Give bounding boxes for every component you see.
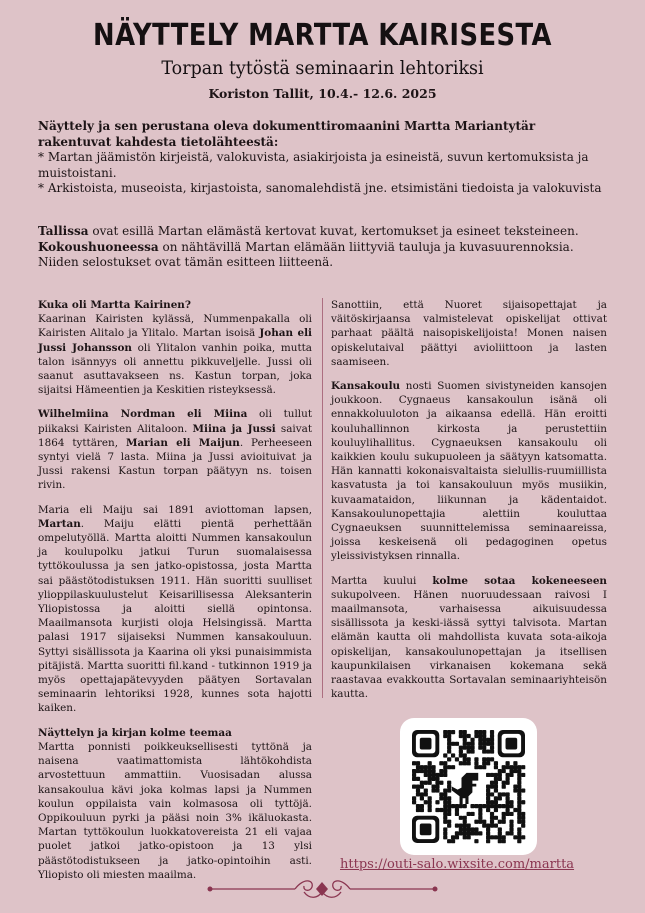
page-title: NÄYTTELY MARTTA KAIRISESTA [93, 18, 552, 53]
bold-run: Wilhelmiina Nordman eli Miina [38, 408, 248, 421]
text-run: nosti Suomen sivistyneiden kansojen joukkoon. Cygnaeus kansakoulun isänä oli ennakkoluuloton ja aikaansa edellä. Hän eroitti kouluhallinnon kirkosta ja perustettiin kouluylihallitus. Cygnaeuksen kansakoulu oli kaikkien koulu sukupuoleen ja säätyyn katsomatta. Hän kannatti kokonaisvaltaista sielullis-ruumiillista kasvatusta ja toi kansakouluun myös musiikin, kuvaamataidon, liikunnan ja kädentaidot. Kansakoulunopettajia alettiin kouluttaa Cygnaeuksen suunnittelemissa seminaareissa, joissa keskeisenä oli pedagoginen opetus yleissivistyksen rinnalla. [331, 380, 607, 563]
ornament-divider [200, 874, 445, 904]
text-run: oli tullut piikaksi Kairisten Alitaloon. [38, 408, 312, 435]
paragraph-kansakoulu [331, 379, 607, 564]
tallissa-label: Tallissa [38, 224, 89, 238]
text-run: Martta kuului [331, 574, 433, 587]
paragraph-themes: Martta ponnisti poikkeuksellisesti tyttönä ja naisena vaatimattomista lähtökohdista arvostettuun ammattiin. Vuosisadan alussa kansakoulua kävi joka kolmas lapsi ja Nummen koulun oppilaista vain kolmasosa oli tyttöjä. Oppikouluun pyrki ja pääsi noin 3% ikäluokasta. Martan tyttökoulun luokkatovereista 21 eli vajaa puolet jatkoi jatko-opistoon ja 13 ylsi päästötodistukseen ja jatko-opintoihin asti. Yliopisto oli miesten maailma. [38, 740, 312, 881]
column-divider [322, 298, 323, 698]
sources-heading: Näyttely ja sen perustana oleva dokumenttiromaanini Martta Mariantytär rakentuvat kahdesta tietolähteestä: [38, 119, 536, 149]
paragraph-parents [38, 407, 312, 492]
left-column [38, 298, 312, 892]
right-column [331, 298, 607, 711]
paragraph-martta-life [38, 503, 312, 716]
bold-run: kolme sotaa kokeneeseen [432, 574, 607, 587]
paragraph-wars [331, 574, 607, 702]
kokous-paragraph [38, 240, 608, 271]
text-run: sukupolveen. Hänen nuoruudessaan raivosi I maailmansota, varhaisessa aikuisuudessa sisällissota ja keski-iässä syttyi talvisota. Martan elämän kautta oli mahdollista kuvata sota-aikoja opiskelijan, kansakoulunopettajan ja itsellisen kaupunkilaisen virkanaisen kokemana sekä raastavaa evakkoutta Sortavalan seminaariyhteisön kautta. [331, 588, 607, 701]
bold-run: Marian eli Maijun [125, 436, 240, 449]
qr-code-image [400, 718, 537, 855]
text-run: . Maiju elätti pientä perhettään ompelutyöllä. Martta aloitti Nummen kansakoulun ja koulupolku jatkui Turun suomalaisessa tyttökoulussa ja sen jatko-opistossa, josta Martta sai päästötodistuksen 1911. Hän suoritti suulliset ylioppilaskuulustelut Keisarillisessa Aleksanterin Yliopistossa ja aloitti siellä opintonsa. Maailmansota kurjisti oloja Helsingissä. Martta palasi 1917 sijaiseksi Nummen kansakouluun. Syttyi sisällissota ja Kaarina oli yksi punaisimmista pitäjistä. Martta suoritti fil.kand - tutkinnon 1919 ja myös opettajapätevyyden päätyen Sortavalan seminaarin lehtoriksi 1928, kunnes sota hajotti kaiken. [38, 517, 312, 715]
paragraph-ancestry [38, 312, 312, 397]
text-run: . Perheeseen syntyi vielä 7 lasta. Miina ja Jussi avioituivat ja Jussi rakensi Kastun torpan päätyyn ns. toisen rivin. [38, 436, 313, 492]
qr-code[interactable] [400, 718, 537, 855]
kokous-text: on nähtävillä Martan elämään liittyviä tauluja ja kuvasuurennoksia. Niiden selostukset ovat tämän esitteen liitteenä. [38, 239, 574, 270]
source-item-2: * Arkistoista, museoista, kirjastoista, sanomalehdistä jne. etsimistäni tiedoista ja valokuvista [38, 181, 602, 196]
text-run: oli Ylitalon vanhin poika, mutta talon isännyys oli annettu pikkuveljelle. Jussi oli saanut asuttavakseen ns. Kastun torpan, joka sijaitsi Hämeentien ja Keskitien risteyksessä. [38, 341, 312, 397]
page-subtitle: Torpan tytöstä seminaarin lehtoriksi [161, 57, 484, 79]
section-heading-themes: Näyttelyn ja kirjan kolme teemaa [38, 726, 232, 739]
bold-run: Martan [38, 517, 81, 530]
text-run: Maria eli Maiju sai 1891 aviottoman lapsen, [38, 503, 312, 516]
website-link[interactable]: https://outi-salo.wixsite.com/martta [340, 857, 575, 872]
tallissa-paragraph [38, 224, 608, 240]
section-heading-who: Kuka oli Martta Kairinen? [38, 299, 191, 311]
text-run: saivat 1864 tyttären, [38, 422, 313, 449]
kokous-label: Kokoushuoneessa [38, 239, 159, 254]
bold-run: Kansakoulu [331, 380, 401, 393]
intro-rooms [38, 224, 608, 271]
intro-sources [38, 119, 608, 197]
source-item-1: * Martan jäämistön kirjeistä, valokuvista, asiakirjoista ja esineistä, suvun kertomuksista ja muistoistani. [38, 150, 589, 180]
exhibition-dates: Koriston Tallit, 10.4.- 12.6. 2025 [208, 86, 437, 101]
bold-run: Miina ja Jussi [192, 422, 276, 435]
paragraph-students: Sanottiin, että Nuoret sijaisopettajat ja väitöskirjaansa valmistelevat opiskelijat ottivat parhaat päältä naisopiskelijoista! Monen naisen opiskelutaival päättyi avioliittoon ja lasten saamiseen. [331, 299, 607, 368]
bold-run: Johan eli Jussi Johansson [38, 327, 313, 354]
text-run: Kaarinan Kairisten kylässä, Nummenpakalla oli Kairisten Alitalo ja Ylitalo. Martan isoisä [38, 313, 312, 340]
tallissa-text: ovat esillä Martan elämästä kertovat kuvat, kertomukset ja esineet teksteineen. [88, 224, 579, 238]
